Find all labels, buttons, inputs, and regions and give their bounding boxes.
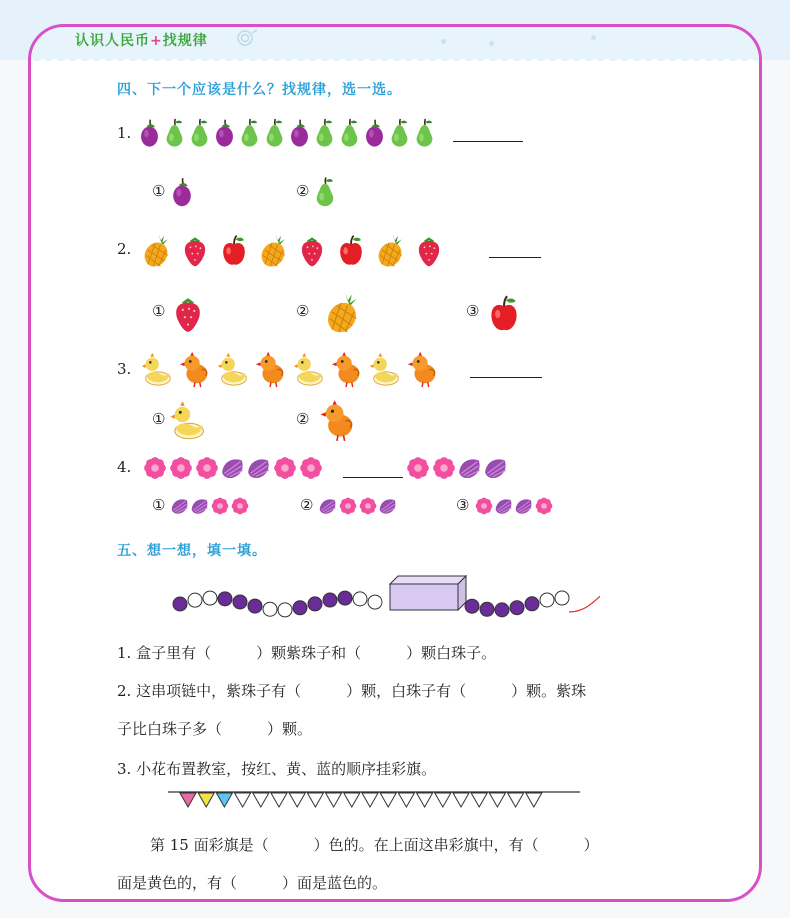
section-5-question-3-line-1: 第 15 面彩旗是（ ）色的。在上面这串彩旗中，有（ ） [150, 836, 599, 854]
pear-icon [338, 110, 361, 154]
header-dot [441, 39, 446, 44]
pineapple-icon [257, 232, 289, 268]
shell-icon [494, 496, 514, 516]
option-mark: ① [152, 496, 166, 514]
flower-icon [210, 496, 230, 516]
flower-icon [168, 455, 194, 481]
bead-necklace-diagram [160, 568, 600, 628]
header-title-part1: 认识人民币 [75, 33, 150, 49]
strawberry-icon [170, 292, 206, 334]
flag-string-diagram [168, 788, 584, 812]
question-1-number: 1. [117, 124, 132, 142]
duck-icon [368, 350, 402, 388]
option-1-icons[interactable] [170, 496, 250, 516]
option-mark: ② [300, 496, 314, 514]
option-mark: ① [152, 302, 166, 320]
duck-icon [292, 350, 326, 388]
header-dot [489, 41, 494, 46]
apple-icon [486, 292, 522, 334]
question-1-sequence [138, 110, 436, 154]
pineapple-icon [318, 290, 366, 334]
answer-blank[interactable] [489, 257, 541, 258]
flower-icon [474, 496, 494, 516]
shell-icon [220, 455, 246, 481]
flower-icon [194, 455, 220, 481]
strawberry-icon [413, 232, 445, 268]
duck-icon [216, 350, 250, 388]
question-4-number: 4. [117, 458, 132, 476]
option-mark: ② [296, 182, 310, 200]
strawberry-icon [296, 232, 328, 268]
section-4-title: 四、下一个应该是什么？找规律，选一选。 [117, 82, 402, 98]
apple-icon [218, 232, 250, 268]
option-2-icon[interactable] [318, 290, 366, 334]
question-3-sequence [140, 350, 440, 388]
option-mark: ① [152, 182, 166, 200]
section-5-question-1: 1. 盒子里有（ ）颗紫珠子和（ ）颗白珠子。 [117, 644, 497, 662]
flower-icon [338, 496, 358, 516]
chick-icon [178, 350, 212, 388]
answer-blank[interactable] [470, 377, 542, 378]
flower-icon [534, 496, 554, 516]
header-band [31, 27, 759, 59]
option-2-icon[interactable] [318, 398, 358, 442]
header-title-part2: 找规律 [162, 33, 208, 49]
question-2-sequence [140, 232, 445, 268]
shell-icon [378, 496, 398, 516]
question-4-sequence-right [405, 455, 509, 481]
eggplant-icon [288, 110, 311, 154]
option-3-icon[interactable] [486, 292, 522, 334]
pear-icon [188, 110, 211, 154]
eggplant-icon [138, 110, 161, 154]
pear-icon [238, 110, 261, 154]
duck-icon [140, 350, 174, 388]
flower-icon [405, 455, 431, 481]
question-2-number: 2. [117, 240, 132, 258]
section-5-question-2-line-2: 子比白珠子多（ ）颗。 [117, 720, 313, 738]
eggplant-icon [213, 110, 236, 154]
chick-icon [330, 350, 364, 388]
flower-icon [230, 496, 250, 516]
bead-box [390, 576, 466, 610]
pear-icon [388, 110, 411, 154]
chick-icon [406, 350, 440, 388]
option-mark: ③ [456, 496, 470, 514]
flower-icon [142, 455, 168, 481]
flower-icon [272, 455, 298, 481]
shell-icon [170, 496, 190, 516]
pear-icon [263, 110, 286, 154]
swirl-icon [233, 27, 261, 49]
chick-icon [254, 350, 288, 388]
section-5-title: 五、想一想，填一填。 [117, 543, 267, 559]
option-mark: ① [152, 410, 166, 428]
eggplant-icon [170, 168, 194, 214]
flower-icon [298, 455, 324, 481]
answer-blank[interactable] [453, 141, 523, 142]
answer-blank[interactable] [343, 477, 403, 478]
option-2-icons[interactable] [318, 496, 398, 516]
flower-icon [431, 455, 457, 481]
apple-icon [335, 232, 367, 268]
pineapple-icon [140, 232, 172, 268]
flower-icon [358, 496, 378, 516]
shell-icon [190, 496, 210, 516]
eggplant-icon [363, 110, 386, 154]
section-5-question-3: 3. 小花布置教室，按红、黄、蓝的顺序挂彩旗。 [117, 760, 437, 778]
header-plus: + [150, 33, 163, 49]
question-4-sequence-left [142, 455, 324, 481]
option-mark: ③ [466, 302, 480, 320]
option-mark: ② [296, 302, 310, 320]
duck-icon [168, 398, 208, 442]
header-title [75, 30, 208, 50]
shell-icon [457, 455, 483, 481]
header-dot [591, 35, 596, 40]
pineapple-icon [374, 232, 406, 268]
chick-icon [318, 398, 358, 442]
pear-icon [413, 110, 436, 154]
shell-icon [514, 496, 534, 516]
option-3-icons[interactable] [474, 496, 554, 516]
pear-icon [313, 168, 337, 214]
section-5-question-3-line-2: 面是黄色的，有（ ）面是蓝色的。 [117, 874, 388, 892]
option-1-icon[interactable] [170, 168, 194, 214]
strawberry-icon [179, 232, 211, 268]
shell-icon [483, 455, 509, 481]
pear-icon [313, 110, 336, 154]
option-1-icon[interactable] [168, 398, 208, 442]
question-3-number: 3. [117, 360, 132, 378]
shell-icon [318, 496, 338, 516]
option-2-icon[interactable] [313, 168, 337, 214]
option-mark: ② [296, 410, 310, 428]
section-5-question-2-line-1: 2. 这串项链中，紫珠子有（ ）颗，白珠子有（ ）颗。紫珠 [117, 682, 587, 700]
option-1-icon[interactable] [170, 292, 206, 334]
pear-icon [163, 110, 186, 154]
shell-icon [246, 455, 272, 481]
